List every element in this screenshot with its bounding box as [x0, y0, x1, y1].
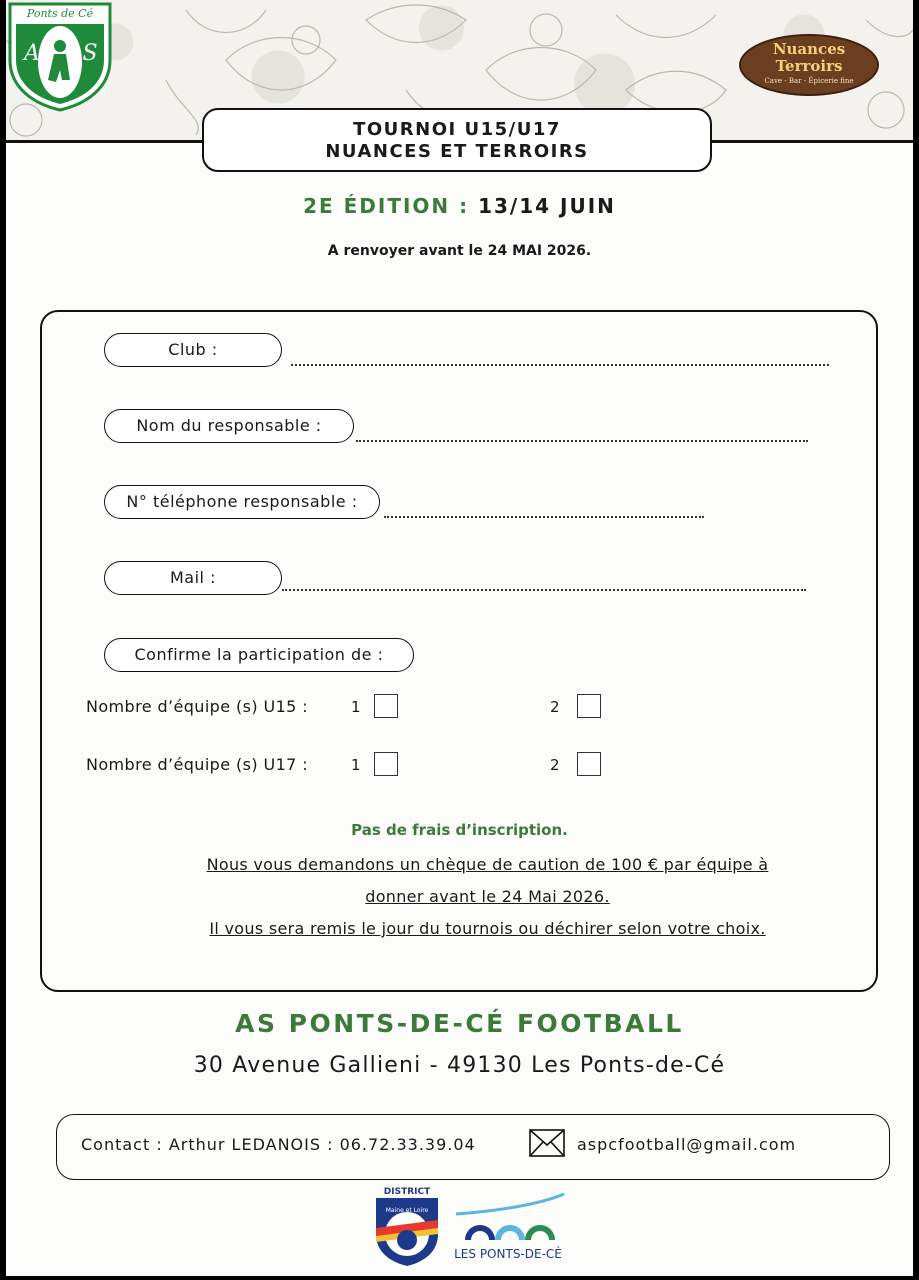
u17-option-2-checkbox[interactable] — [577, 752, 601, 776]
deposit-note-line-1: Nous vous demandons un chèque de caution de 100 € par équipe à — [206, 855, 769, 874]
deposit-note-line-3: Il vous sera remis le jour du tournois ou déchirer selon votre choix. — [209, 919, 766, 938]
district-logo-subtext: Maine et Loire — [385, 1207, 429, 1214]
mail-field[interactable] — [282, 589, 806, 591]
u17-option-2-label: 2 — [550, 756, 560, 774]
phone-field[interactable] — [384, 516, 704, 518]
registration-form-page — [6, 0, 913, 1276]
sponsor-logo-title: Nuances Terroirs — [772, 40, 846, 75]
edition-label: 2E ÉDITION : — [303, 194, 470, 218]
title-line-1: TOURNOI U15/U17 — [353, 119, 561, 140]
club-address: 30 Avenue Gallieni - 49130 Les Ponts-de-Cé — [193, 1053, 726, 1078]
u15-option-1-label: 1 — [351, 698, 361, 716]
responsable-label: Nom du responsable : — [104, 409, 354, 443]
phone-label: N° téléphone responsable : — [104, 485, 380, 519]
responsable-field[interactable] — [356, 440, 808, 442]
deadline-text: A renvoyer avant le 24 MAI 2026. — [327, 243, 592, 259]
district-maine-et-loire-logo — [370, 1184, 444, 1268]
les-ponts-de-ce-city-logo — [446, 1192, 566, 1264]
u15-teams-label: Nombre d’équipe (s) U15 : — [86, 697, 309, 716]
club-logo-letter-a: A — [24, 41, 40, 66]
district-logo-text: DISTRICT — [383, 1187, 431, 1197]
u15-option-1-checkbox[interactable] — [374, 694, 398, 718]
tournament-title-box — [202, 108, 712, 172]
contact-box — [56, 1114, 890, 1180]
title-line-2: NUANCES ET TERROIRS — [325, 141, 589, 162]
club-logo-text: Ponts de Cé — [26, 7, 94, 20]
deposit-note-line-2: donner avant le 24 Mai 2026. — [365, 887, 610, 906]
u17-option-1-label: 1 — [351, 756, 361, 774]
envelope-icon — [529, 1129, 565, 1157]
club-label: Club : — [104, 333, 282, 367]
edition-heading — [6, 194, 913, 218]
club-name-heading: AS PONTS-DE-CÉ FOOTBALL — [235, 1009, 684, 1038]
club-field[interactable] — [291, 364, 829, 366]
mail-label: Mail : — [104, 561, 282, 595]
edition-dates: 13/14 JUIN — [469, 194, 616, 218]
contact-email[interactable]: aspcfootball@gmail.com — [577, 1135, 797, 1154]
no-fee-notice: Pas de frais d’inscription. — [351, 821, 568, 839]
contact-person: Contact : Arthur LEDANOIS : 06.72.33.39.04 — [81, 1135, 476, 1154]
club-logo-letter-s: S — [82, 41, 98, 66]
confirm-participation-label: Confirme la participation de : — [104, 638, 414, 672]
city-logo-text: LES PONTS-DE-CÉ — [454, 1247, 562, 1261]
nuances-terroirs-logo — [739, 34, 879, 96]
u17-option-1-checkbox[interactable] — [374, 752, 398, 776]
sponsor-logo-subtitle: Cave - Bar - Épicerie fine — [764, 77, 854, 85]
u17-teams-label: Nombre d’équipe (s) U17 : — [86, 755, 309, 774]
as-ponts-de-ce-logo — [6, 0, 114, 112]
u15-option-2-checkbox[interactable] — [577, 694, 601, 718]
u15-option-2-label: 2 — [550, 698, 560, 716]
